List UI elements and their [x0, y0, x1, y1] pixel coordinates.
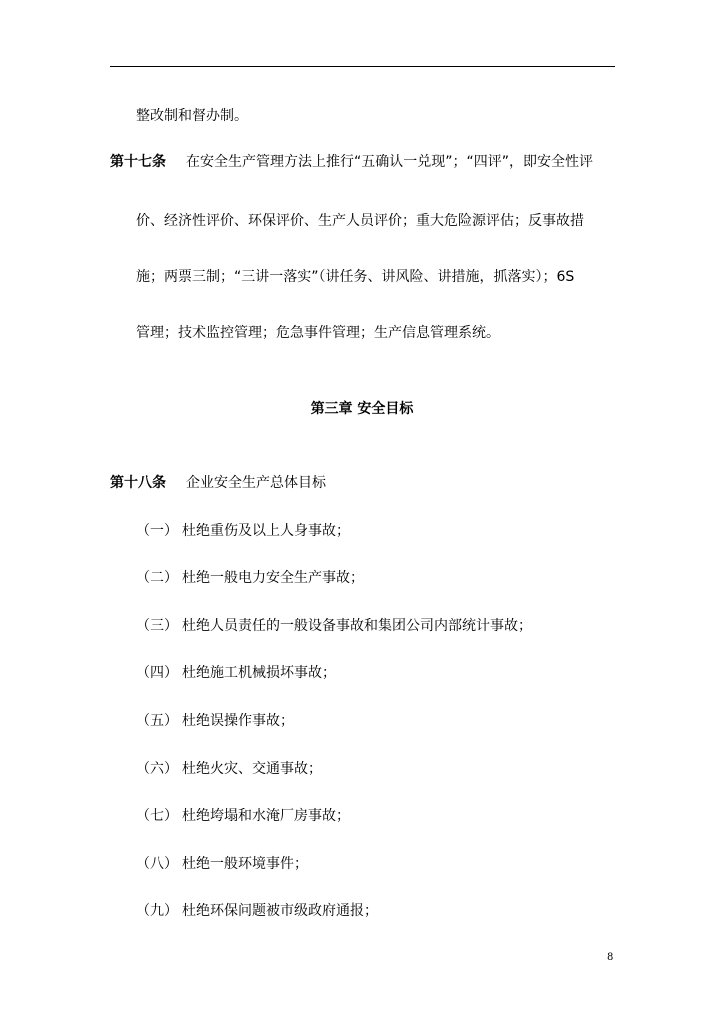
item-text: 杜绝重伤及以上人身事故； [182, 523, 350, 539]
list-item [136, 664, 336, 682]
item-text: 杜绝一般电力安全生产事故； [182, 570, 364, 586]
article18-text: 企业安全生产总体目标 [186, 475, 326, 491]
item-number: （三） [136, 618, 178, 634]
list-item [136, 617, 532, 635]
article17-line-4: 管理；技术监控管理；危急事件管理；生产信息管理系统。 [136, 325, 500, 341]
item-number: （七） [136, 808, 178, 824]
header-rule [110, 66, 615, 67]
list-item [136, 712, 294, 730]
item-number: （四） [136, 665, 178, 681]
article18-label: 第十八条 [110, 475, 166, 491]
item-text: 杜绝一般环境事件； [182, 856, 308, 872]
item-text: 杜绝施工机械损坏事故； [182, 665, 336, 681]
item-text: 杜绝误操作事故； [182, 713, 294, 729]
item-text: 杜绝人员责任的一般设备事故和集团公司内部统计事故； [182, 618, 532, 634]
list-item [136, 760, 322, 778]
page-number: 8 [607, 952, 614, 963]
list-item [136, 807, 350, 825]
article17-label: 第十七条 [110, 154, 166, 170]
item-text: 杜绝环保问题被市级政府通报； [182, 903, 378, 919]
list-item [136, 855, 308, 873]
item-number: （二） [136, 570, 178, 586]
list-item [136, 522, 350, 540]
list-item [136, 569, 364, 587]
item-number: （五） [136, 713, 178, 729]
item-number: （九） [136, 903, 178, 919]
list-item [136, 902, 378, 920]
item-number: （一） [136, 523, 178, 539]
article17-line-3: 施；两票三制；“三讲一落实”（讲任务、讲风险、讲措施，抓落实）；6S [136, 269, 575, 285]
article16-tail-text: 整改制和督办制。 [136, 108, 248, 124]
item-number: （六） [136, 761, 178, 777]
item-text: 杜绝火灾、交通事故； [182, 761, 322, 777]
item-text: 杜绝垮塌和水淹厂房事故； [182, 808, 350, 824]
article17-line-1: 在安全生产管理方法上推行“五确认一兑现”；“四评”，即安全性评 [186, 154, 594, 170]
article17-line-2: 价、经济性评价、环保评价、生产人员评价；重大危险源评估；反事故措 [136, 213, 584, 229]
item-number: （八） [136, 856, 178, 872]
chapter-title: 第三章 安全目标 [310, 401, 414, 417]
